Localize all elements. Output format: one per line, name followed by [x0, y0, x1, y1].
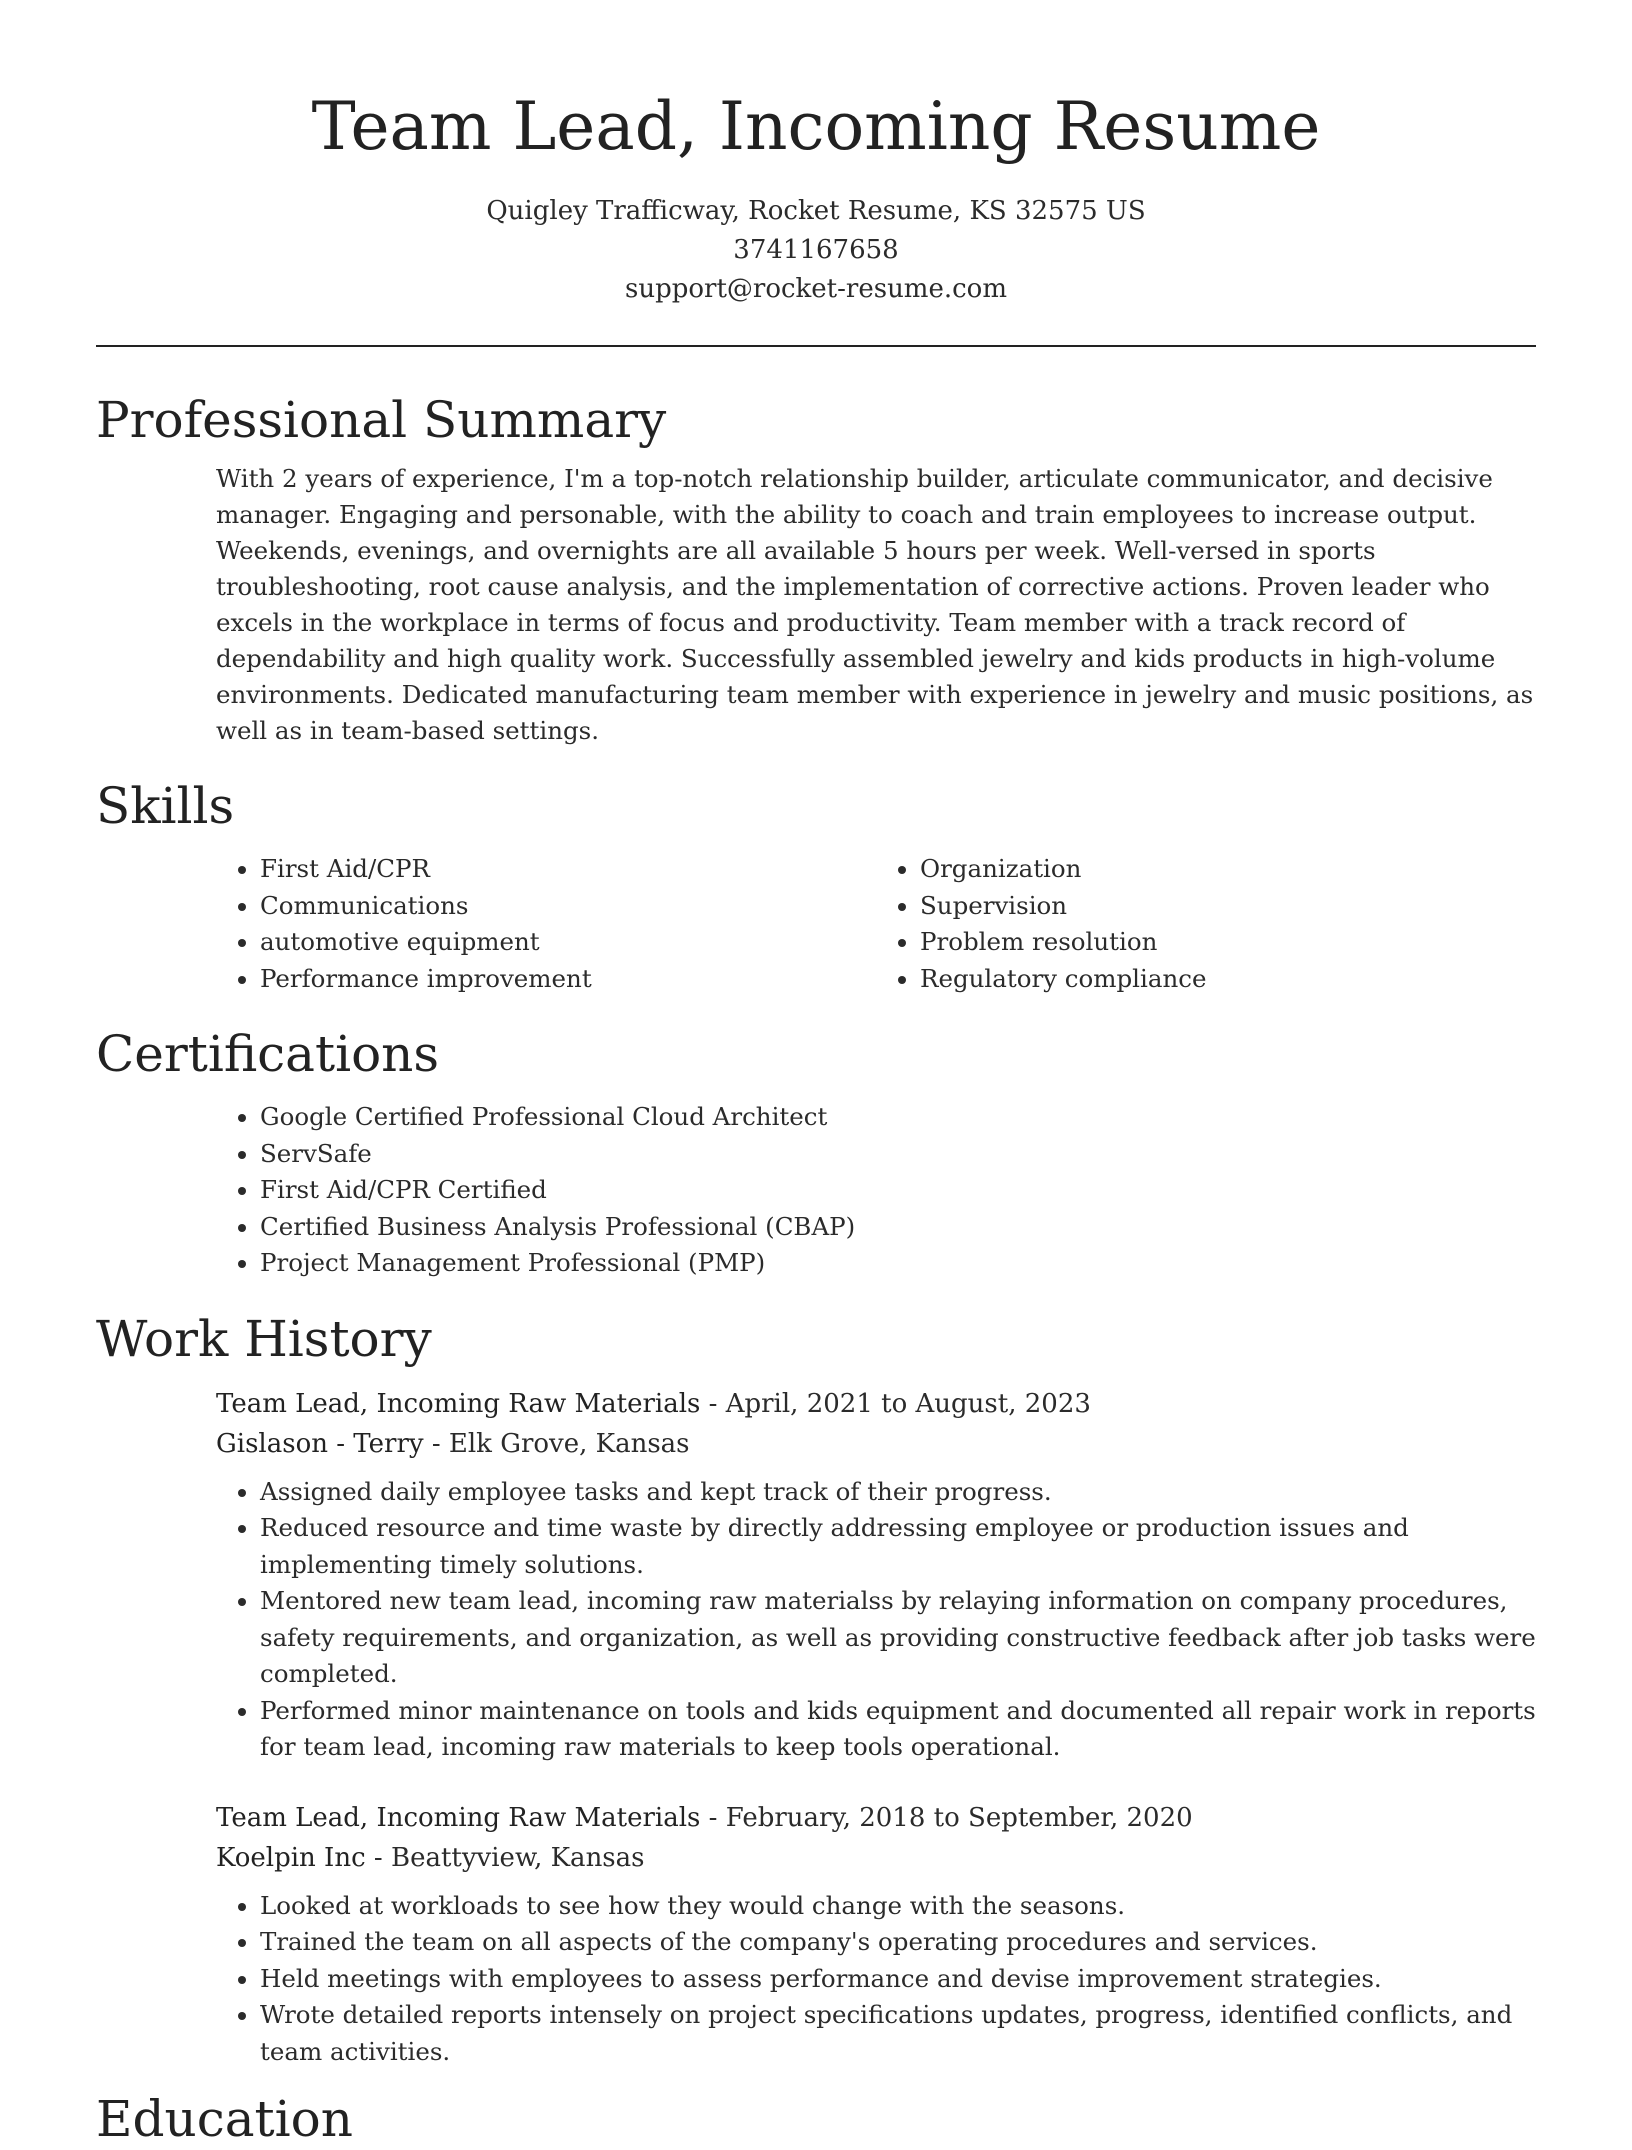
- skill-item: • Problem resolution: [920, 924, 1536, 961]
- work-history-heading: Work History: [96, 1309, 432, 1368]
- summary-heading: Professional Summary: [96, 391, 667, 449]
- skills-list: [216, 851, 1536, 997]
- job-role: Team Lead, Incoming Raw Materials: [216, 1802, 701, 1833]
- certifications-list: [216, 1099, 1536, 1282]
- duty-item: • Trained the team on all aspects of the company's operating procedures and services.: [260, 1924, 1536, 1961]
- skill-item: • First Aid/CPR: [260, 851, 876, 888]
- education-heading: Education: [96, 2090, 353, 2148]
- phone: 3741167658: [733, 235, 899, 265]
- job-duties: [216, 1474, 1536, 1766]
- certification-item: • Google Certified Professional Cloud Architect: [260, 1099, 1536, 1136]
- skill-item: • Regulatory compliance: [920, 961, 1536, 998]
- separator: -: [423, 1428, 449, 1459]
- job-location: Beattyview, Kansas: [390, 1842, 645, 1873]
- job-title-line: [216, 1384, 1536, 1424]
- job-role: Team Lead, Incoming Raw Materials: [216, 1388, 701, 1419]
- job-entry: [216, 1384, 1536, 1766]
- job-company: Gislason - Terry: [216, 1428, 424, 1459]
- duty-item: • Mentored new team lead, incoming raw materialss by relaying information on company procedures, safety requirements, and organization, as well as providing constructive feedback after job tasks were completed.: [260, 1583, 1536, 1693]
- resume-title: Team Lead, Incoming Resume: [311, 88, 1321, 165]
- skill-item: • Supervision: [920, 888, 1536, 925]
- separator: -: [700, 1388, 726, 1419]
- job-dates: April, 2021 to August, 2023: [725, 1388, 1091, 1419]
- skills-heading: Skills: [96, 777, 235, 835]
- job-company-line: [216, 1838, 1536, 1878]
- job-company: Koelpin Inc: [216, 1842, 366, 1873]
- header-divider: [96, 345, 1536, 347]
- job-company-line: [216, 1424, 1536, 1464]
- contact-info: [96, 192, 1536, 309]
- certifications-bullets: [216, 1099, 1536, 1282]
- duty-item: • Assigned daily employee tasks and kept track of their progress.: [260, 1474, 1536, 1511]
- separator: -: [700, 1802, 726, 1833]
- certification-item: • Project Management Professional (PMP): [260, 1245, 1536, 1282]
- skill-item: • Organization: [920, 851, 1536, 888]
- summary-text: With 2 years of experience, I'm a top-notch relationship builder, articulate communicator, and decisive manager. Engaging and personable, with the ability to coach and train employees to increase output. Weekends, evenings, and overnights are all available 5 hours per week. Well-versed in sports troubleshooting, root cause analysis, and the implementation of corrective actions. Proven leader who excels in the workplace in terms of focus and productivity. Team member with a track record of dependability and high quality work. Successfully assembled jewelry and kids products in high-volume environments. Dedicated manufacturing team member with experience in jewelry and music positions, as well as in team-based settings.: [216, 464, 1534, 745]
- duty-item: • Wrote detailed reports intensely on project specifications updates, progress, identified conflicts, and team activities.: [260, 1997, 1536, 2070]
- job-location: Elk Grove, Kansas: [448, 1428, 690, 1459]
- certifications-heading: Certifications: [96, 1025, 440, 1083]
- certification-item: • ServSafe: [260, 1136, 1536, 1173]
- job-duties: [216, 1888, 1536, 2071]
- job-dates: February, 2018 to September, 2020: [725, 1802, 1193, 1833]
- certification-item: • Certified Business Analysis Professional (CBAP): [260, 1209, 1536, 1246]
- skills-column-left: [216, 851, 876, 997]
- duty-item: • Looked at workloads to see how they would change with the seasons.: [260, 1888, 1536, 1925]
- skill-item: • automotive equipment: [260, 924, 876, 961]
- address: Quigley Trafficway, Rocket Resume, KS 32575 US: [486, 196, 1146, 226]
- skill-item: • Communications: [260, 888, 876, 925]
- job-title-line: [216, 1798, 1536, 1838]
- separator: -: [365, 1842, 391, 1873]
- skill-item: • Performance improvement: [260, 961, 876, 998]
- certification-item: • First Aid/CPR Certified: [260, 1172, 1536, 1209]
- duty-item: • Reduced resource and time waste by directly addressing employee or production issues and implementing timely solutions.: [260, 1510, 1536, 1583]
- duty-item: • Held meetings with employees to assess performance and devise improvement strategies.: [260, 1961, 1536, 1998]
- job-entry: [216, 1798, 1536, 2071]
- skills-column-right: [876, 851, 1536, 997]
- resume-header: [96, 0, 1536, 309]
- duty-item: • Performed minor maintenance on tools and kids equipment and documented all repair work in reports for team lead, incoming raw materials to keep tools operational.: [260, 1693, 1536, 1766]
- email: support@rocket-resume.com: [624, 274, 1007, 304]
